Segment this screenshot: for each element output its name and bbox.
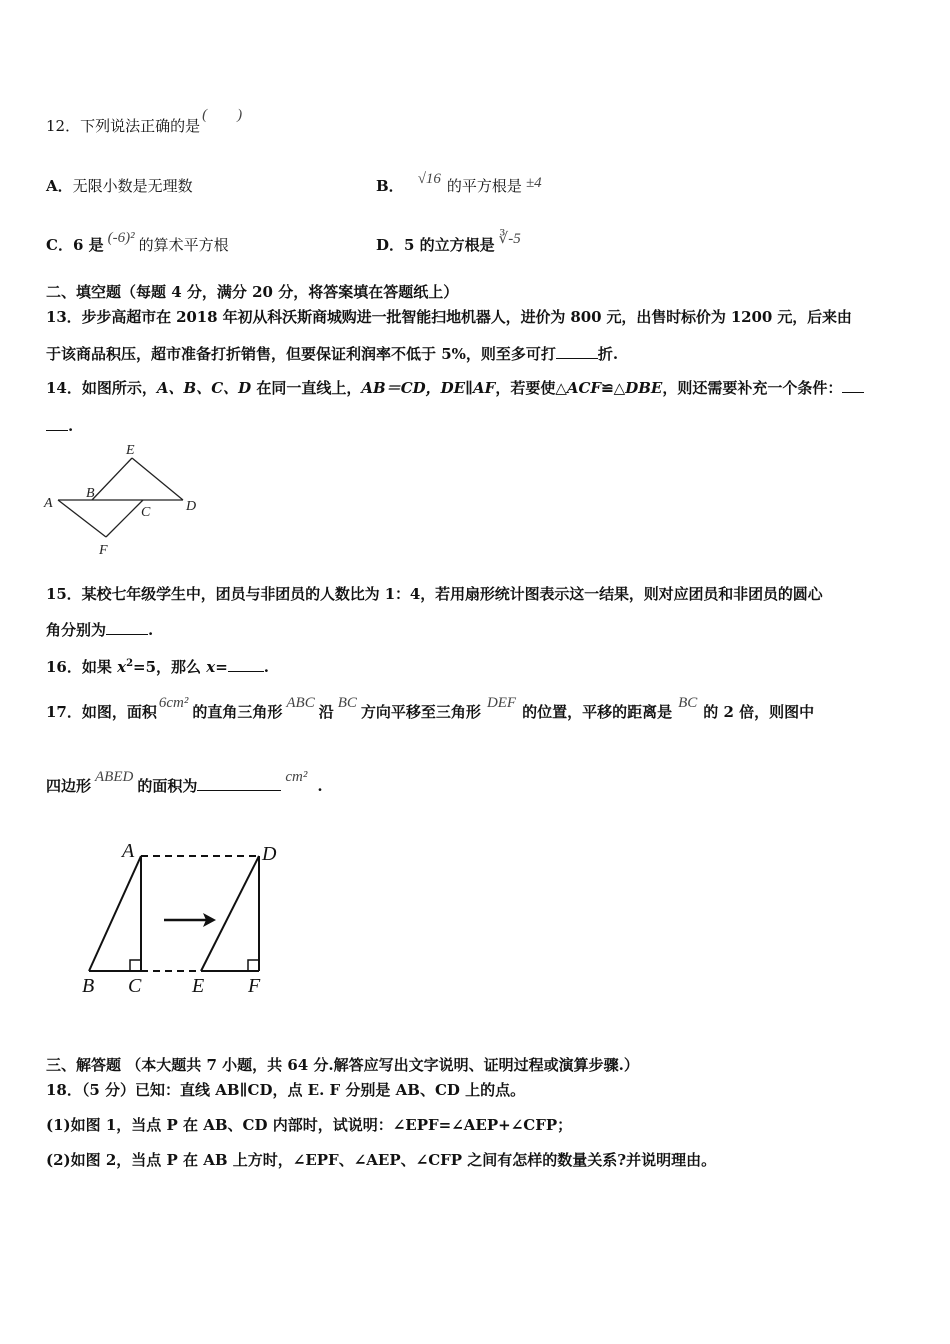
q15-line1: 15．某校七年级学生中，团员与非团员的人数比为 1：4，若用扇形统计图表示这一结果，则对应团员和非团员的圆心 bbox=[46, 585, 823, 603]
q17-abed: ABED bbox=[95, 769, 134, 785]
q14-triangle-acf: ACF bbox=[566, 379, 602, 397]
q14-line-fc bbox=[106, 500, 143, 537]
q12-option-c-label: C．6 是 bbox=[46, 236, 104, 254]
q17-unit: cm² bbox=[285, 769, 308, 785]
q12-option-c-formula: (-6)² bbox=[107, 230, 135, 246]
q17-bc2: BC bbox=[678, 695, 698, 711]
q14-number: 14．如图所示， bbox=[46, 379, 157, 397]
q17-bc1: BC bbox=[337, 695, 357, 711]
q17-end: . bbox=[317, 777, 323, 795]
q15-line2 bbox=[46, 620, 153, 640]
q17-label-f: F bbox=[248, 975, 261, 997]
q12-option-b-text: 的平方根是 bbox=[446, 177, 522, 195]
q15-line2-end: . bbox=[148, 621, 154, 639]
q14-label-e: E bbox=[126, 443, 135, 458]
q17-side-de bbox=[201, 856, 259, 971]
q17-side-ab bbox=[89, 856, 141, 971]
q17-def: DEF bbox=[486, 695, 517, 711]
q12-option-b-formula-b: ±4 bbox=[525, 175, 542, 191]
q17-label-b: B bbox=[82, 975, 95, 997]
q14-line-af bbox=[58, 500, 106, 537]
q12-option-b-formula-a: √16 bbox=[417, 171, 441, 187]
section2-title: 二、填空题（每题 4 分，满分 20 分，将答案填在答题纸上） bbox=[46, 283, 459, 301]
q17-label-c: C bbox=[128, 975, 142, 997]
q14-answer-blank-part1[interactable] bbox=[842, 378, 864, 393]
q18-stem: 18．（5 分）已知：直线 AB∥CD，点 E. F 分别是 AB、CD 上的点。 bbox=[46, 1081, 526, 1099]
q12-option-d bbox=[376, 231, 521, 256]
q14-line2 bbox=[46, 416, 73, 436]
q12-option-c bbox=[46, 230, 229, 256]
q14-text4: ，若要使△ bbox=[495, 379, 567, 397]
q14-congruent: ≌△ bbox=[601, 379, 626, 397]
q14-text2: 在同一直线上， bbox=[251, 379, 362, 397]
q13-answer-blank[interactable] bbox=[556, 344, 598, 359]
q13-line2-text: 于该商品积压，超市准备打折销售，但要保证利润率不低于 5%，则至多可打 bbox=[46, 345, 556, 363]
q14-line-ed bbox=[132, 458, 183, 500]
q14-label-c: C bbox=[141, 505, 151, 520]
q18-part2: (2)如图 2，当点 P 在 AB 上方时，∠EPF、∠AEP、∠CFP 之间有怎样的数量关系?并说明理由。 bbox=[46, 1151, 717, 1169]
q12-option-b-label: B． bbox=[376, 177, 404, 195]
q16-end: . bbox=[263, 658, 270, 676]
q12-stem-text: 12．下列说法正确的是 bbox=[46, 117, 201, 135]
q17-line2 bbox=[46, 769, 323, 797]
q14-label-a: A bbox=[44, 496, 53, 511]
q13-line2-end: 折. bbox=[597, 345, 619, 363]
q17-right-angle-c bbox=[130, 960, 141, 971]
q16-answer-blank[interactable] bbox=[228, 657, 264, 672]
section3-title: 三、解答题 （本大题共 7 小题，共 64 分.解答应写出文字说明、证明过程或演算步骤.） bbox=[46, 1056, 639, 1074]
q14-line1 bbox=[46, 378, 864, 398]
q15-answer-blank[interactable] bbox=[106, 620, 148, 635]
q16-exp: 2 bbox=[126, 658, 134, 669]
q17-figure bbox=[76, 836, 296, 1006]
q12-option-c-text: 的算术平方根 bbox=[138, 236, 229, 254]
q14-text8: ，则还需要补充一个条件： bbox=[662, 379, 843, 397]
q16-eq: =5，那么 bbox=[133, 658, 207, 676]
q17-abc: ABC bbox=[286, 695, 315, 711]
q17-answer-blank[interactable] bbox=[197, 776, 281, 791]
q13-line2 bbox=[46, 344, 618, 364]
q17-label-a: A bbox=[122, 840, 135, 862]
q16-after: = bbox=[215, 658, 228, 676]
q16-var: x bbox=[117, 658, 127, 676]
q12-option-a-label: A． bbox=[46, 177, 73, 195]
q17-line2-b: 的面积为 bbox=[137, 777, 198, 795]
q17-number: 17．如图，面积 bbox=[46, 703, 157, 721]
q16-line bbox=[46, 654, 269, 677]
q17-label-e: E bbox=[192, 975, 205, 997]
q18-part1: (1)如图 1，当点 P 在 AB、CD 内部时，试说明：∠EPF=∠AEP+∠CFP； bbox=[46, 1116, 573, 1134]
q14-line2-end: . bbox=[68, 417, 74, 435]
q14-line-be bbox=[92, 458, 132, 500]
q13-line1: 13．步步高超市在 2018 年初从科沃斯商城购进一批智能扫地机器人，进价为 800 元，出售时标价为 1200 元，后来由 bbox=[46, 308, 852, 326]
q17-t2: 沿 bbox=[318, 703, 334, 721]
q14-label-b: B bbox=[86, 486, 95, 501]
q16-var2: x bbox=[206, 658, 216, 676]
q15-line2-text: 角分别为 bbox=[46, 621, 107, 639]
q14-answer-blank-part2[interactable] bbox=[46, 416, 68, 431]
q16-before: 16．如果 bbox=[46, 658, 118, 676]
q12-option-d-label: D．5 的立方根是 bbox=[376, 236, 495, 254]
q17-t5: 的 2 倍，则图中 bbox=[703, 703, 815, 721]
q14-label-d: D bbox=[186, 499, 197, 514]
q14-figure bbox=[40, 440, 210, 560]
q14-points: A、B、C、D bbox=[156, 379, 252, 397]
q14-triangle-dbe: DBE bbox=[625, 379, 663, 397]
q17-t3: 方向平移至三角形 bbox=[360, 703, 481, 721]
q14-condition: AB＝CD，DE∥AF bbox=[361, 379, 496, 397]
q17-area: 6cm² bbox=[158, 695, 189, 711]
q12-option-a bbox=[46, 176, 193, 196]
q17-line1 bbox=[46, 695, 815, 723]
q12-option-a-text: 无限小数是无理数 bbox=[72, 177, 193, 195]
q17-t4: 的位置，平移的距离是 bbox=[522, 703, 673, 721]
q12-paren: ( ) bbox=[202, 107, 243, 123]
q17-t1: 的直角三角形 bbox=[192, 703, 283, 721]
q17-line2-a: 四边形 bbox=[46, 777, 92, 795]
q12-option-d-formula: ∛-5 bbox=[498, 231, 521, 247]
q12-stem bbox=[46, 107, 243, 137]
q17-label-d: D bbox=[262, 843, 277, 865]
q12-option-b bbox=[376, 171, 542, 197]
q14-label-f: F bbox=[99, 543, 108, 558]
q17-right-angle-f bbox=[248, 960, 259, 971]
